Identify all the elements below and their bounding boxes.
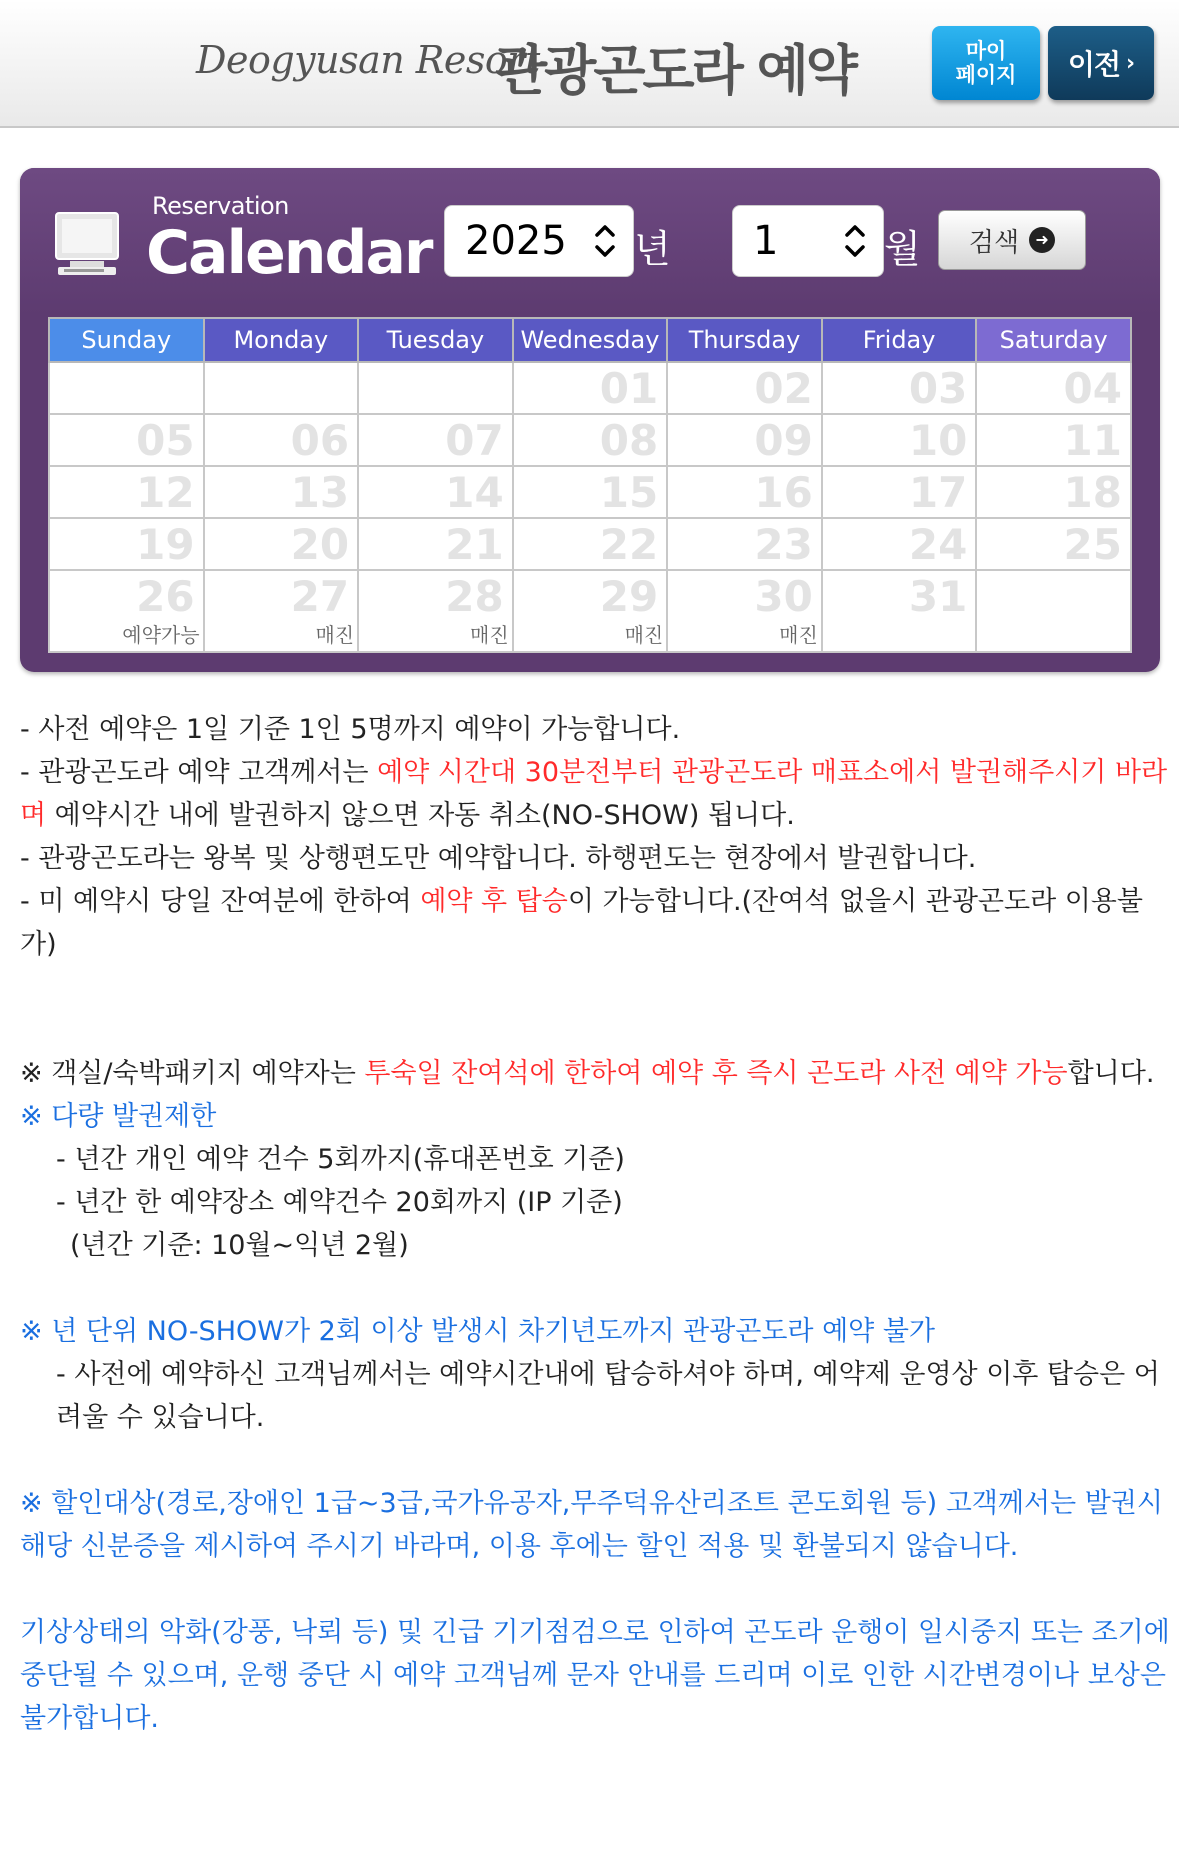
calendar-day-status: 매진 [470, 623, 509, 647]
weekday-header: Thursday [667, 318, 822, 362]
calendar-day-cell[interactable] [976, 362, 1131, 414]
calendar-day-cell[interactable] [667, 466, 822, 518]
notice-line: - 사전 예약은 1일 기준 1인 5명까지 예약이 가능합니다. [20, 714, 681, 745]
calendar-day-cell[interactable] [204, 466, 359, 518]
notice-subline: - 사전에 예약하신 고객님께서는 예약시간내에 탑승하셔야 하며, 예약제 운영상 이후 탑승은 어려울 수 있습니다. [56, 1359, 1160, 1433]
weekday-header: Sunday [49, 318, 204, 362]
calendar-day-cell[interactable] [513, 414, 668, 466]
calendar-day-number: 30 [754, 572, 813, 621]
calendar-day-number: 04 [1063, 364, 1122, 413]
notice-heading: ※ 다량 발권제한 [20, 1101, 217, 1132]
calendar-day-cell[interactable] [822, 362, 977, 414]
notice-text: 합니다. [1067, 1058, 1155, 1089]
calendar-empty-cell [358, 362, 513, 414]
calendar-day-number: 11 [1063, 416, 1122, 465]
notice-line [20, 880, 1170, 966]
calendar-toolbar [20, 168, 1160, 315]
calendar-day-number: 22 [599, 520, 659, 569]
notice-highlight: 투숙일 잔여석에 한하여 예약 후 즉시 곤도라 사전 예약 가능 [364, 1058, 1068, 1089]
calendar-day-status: 매진 [315, 623, 355, 647]
calendar-day-number: 12 [136, 468, 195, 517]
calendar-day-number: 02 [754, 364, 813, 413]
weekday-header: Wednesday [513, 318, 668, 362]
search-button[interactable] [938, 210, 1086, 270]
year-select-value: 2025 [465, 218, 567, 264]
calendar-day-number: 20 [290, 520, 350, 569]
calendar-day-cell[interactable] [513, 518, 668, 570]
calendar-day-number: 13 [290, 468, 350, 517]
calendar-day-number: 06 [290, 416, 350, 465]
calendar-day-cell[interactable] [976, 518, 1131, 570]
notice-subline: (년간 기준: 10월~익년 2월) [70, 1230, 409, 1261]
calendar-day-cell[interactable] [822, 466, 977, 518]
calendar-day-cell[interactable] [513, 570, 668, 652]
calendar-day-number: 26 [136, 572, 195, 621]
calendar-week-row [49, 570, 1131, 652]
page-title: 관광곤도라 예약 [495, 39, 855, 102]
calendar-day-cell[interactable] [49, 570, 204, 652]
calendar-day-cell[interactable] [513, 362, 668, 414]
search-button-label: 검색 [968, 227, 1020, 258]
notice-subline: - 년간 한 예약장소 예약건수 20회까지 (IP 기준) [56, 1187, 623, 1218]
month-select-value: 1 [753, 218, 779, 264]
weekday-header-row [49, 318, 1131, 362]
back-button[interactable] [1048, 26, 1154, 100]
calendar-day-number: 29 [599, 572, 659, 621]
calendar-day-number: 27 [290, 572, 350, 621]
calendar-day-status: 매진 [624, 623, 664, 647]
calendar-empty-cell [204, 362, 359, 414]
notice-weather: 기상상태의 악화(강풍, 낙뢰 등) 및 긴급 기기점검으로 인하여 곤도라 운행이 일시중지 또는 조기에 중단될 수 있으며, 운행 중단 시 예약 고객님께 문자 안내를 드리며 이로 인한 시간변경이나 보상은 불가합니다. [20, 1617, 1170, 1734]
calendar-day-number: 09 [754, 416, 813, 465]
calendar-day-number: 07 [445, 416, 504, 465]
calendar-day-cell[interactable] [667, 570, 822, 652]
calendar-day-cell[interactable] [358, 518, 513, 570]
calendar-day-cell[interactable] [49, 414, 204, 466]
calendar-day-cell[interactable] [822, 570, 977, 652]
calendar-day-cell[interactable] [976, 414, 1131, 466]
notice-subline: - 년간 개인 예약 건수 5회까지(휴대폰번호 기준) [56, 1144, 625, 1175]
calendar-day-number: 19 [136, 520, 195, 569]
calendar-empty-cell [49, 362, 204, 414]
monitor-icon [54, 209, 120, 279]
reservation-notices [20, 708, 1170, 1740]
notice-highlight: 예약 시간대 30분전부터 관광곤도라 매표소에서 발권해주시기 바라며 [20, 757, 1168, 831]
calendar-day-cell[interactable] [667, 414, 822, 466]
calendar-day-cell[interactable] [822, 518, 977, 570]
calendar-day-cell[interactable] [204, 518, 359, 570]
calendar-day-number: 24 [908, 520, 968, 569]
weekday-header: Monday [204, 318, 359, 362]
calendar-day-cell[interactable] [204, 414, 359, 466]
weekday-header: Friday [822, 318, 977, 362]
calendar-day-number: 01 [599, 364, 659, 413]
top-header [0, 0, 1179, 128]
notice-text: - 미 예약시 당일 잔여분에 한하여 [20, 886, 421, 917]
notice-text: - 관광곤도라 예약 고객께서는 [20, 757, 378, 788]
calendar-day-number: 31 [908, 572, 968, 621]
calendar-day-number: 08 [599, 416, 659, 465]
notice-text: 예약시간 내에 발권하지 않으면 자동 취소(NO-SHOW) 됩니다. [46, 800, 795, 831]
calendar-week-row [49, 414, 1131, 466]
calendar-day-cell[interactable] [667, 518, 822, 570]
notice-heading: ※ 년 단위 NO-SHOW가 2회 이상 발생시 차기년도까지 관광곤도라 예약 불가 [20, 1316, 936, 1347]
year-unit-label: 년 [634, 227, 671, 271]
mypage-button[interactable] [932, 26, 1040, 100]
calendar-grid [48, 317, 1132, 653]
notice-text: ※ 객실/숙박패키지 예약자는 [20, 1058, 365, 1089]
calendar-week-row [49, 466, 1131, 518]
logo-calendar-text: Calendar [146, 218, 432, 288]
calendar-day-number: 21 [445, 520, 504, 569]
calendar-day-cell[interactable] [358, 414, 513, 466]
calendar-day-number: 03 [908, 364, 968, 413]
notice-highlight: 예약 후 탑승 [420, 886, 568, 917]
calendar-day-number: 28 [445, 572, 504, 621]
notice-line: - 관광곤도라는 왕복 및 상행편도만 예약합니다. 하행편도는 현장에서 발권합니다. [20, 843, 977, 874]
weekday-header: Saturday [976, 318, 1131, 362]
calendar-day-number: 17 [908, 468, 968, 517]
notice-line [20, 751, 1170, 837]
calendar-empty-cell [976, 570, 1131, 652]
calendar-day-number: 14 [445, 468, 504, 517]
calendar-day-number: 16 [754, 468, 813, 517]
calendar-day-status: 매진 [779, 623, 818, 647]
resort-brand: Deogyusan Resort [196, 38, 540, 82]
weekday-header: Tuesday [358, 318, 513, 362]
notice-discount: ※ 할인대상(경로,장애인 1급~3급,국가유공자,무주덕유산리조트 콘도회원 등) 고객께서는 발권시 해당 신분증을 제시하여 주시기 바라며, 이용 후에는 할인 적용 및 환불되지 않습니다. [20, 1488, 1163, 1562]
calendar-day-cell[interactable] [513, 466, 668, 518]
calendar-day-cell[interactable] [358, 570, 513, 652]
calendar-day-status: 예약가능 [122, 623, 200, 647]
calendar-week-row [49, 518, 1131, 570]
year-select[interactable] [444, 205, 634, 277]
calendar-day-cell[interactable] [49, 466, 204, 518]
calendar-day-cell[interactable] [49, 518, 204, 570]
calendar-day-number: 10 [908, 416, 968, 465]
calendar-day-number: 25 [1063, 520, 1122, 569]
calendar-day-number: 18 [1063, 468, 1122, 517]
calendar-day-number: 15 [599, 468, 659, 517]
reservation-calendar-panel [20, 168, 1160, 672]
mypage-label-2: 페이지 [955, 63, 1017, 87]
calendar-week-row [49, 362, 1131, 414]
calendar-day-cell[interactable] [822, 414, 977, 466]
notice-text: 이 가능합니다.(잔여석 없을시 관광곤도라 이용불가) [20, 886, 1143, 960]
chevron-updown-icon [593, 219, 617, 263]
calendar-day-cell[interactable] [204, 570, 359, 652]
month-select[interactable] [732, 205, 884, 277]
mypage-label-1: 마이 [965, 39, 1007, 63]
calendar-day-cell[interactable] [976, 466, 1131, 518]
month-unit-label: 월 [884, 227, 921, 271]
arrow-right-circle-icon: ➜ [1029, 227, 1055, 253]
calendar-day-cell[interactable] [667, 362, 822, 414]
calendar-day-number: 23 [754, 520, 813, 569]
calendar-day-cell[interactable] [358, 466, 513, 518]
calendar-day-number: 05 [136, 416, 195, 465]
logo-reservation-text: Reservation [152, 192, 289, 220]
chevron-right-icon: › [1126, 50, 1135, 76]
chevron-updown-icon [843, 219, 867, 263]
notice-line [20, 1052, 1170, 1095]
back-button-label: 이전 [1067, 48, 1121, 81]
